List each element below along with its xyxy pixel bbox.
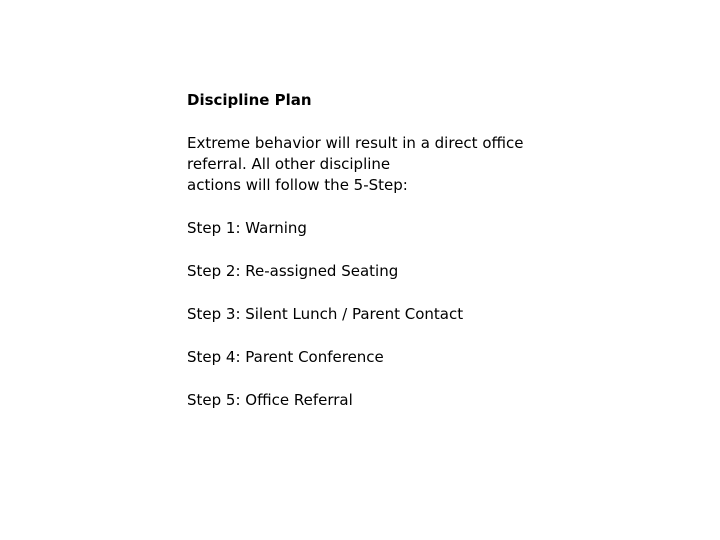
step-5: Step 5: Office Referral xyxy=(187,391,353,409)
step-3: Step 3: Silent Lunch / Parent Contact xyxy=(187,305,464,323)
steps-list xyxy=(187,218,647,411)
step-2: Step 2: Re-assigned Seating xyxy=(187,262,399,280)
step-4: Step 4: Parent Conference xyxy=(187,348,384,366)
intro-line: Extreme behavior will result in a direct office xyxy=(187,134,524,152)
intro-line: actions will follow the 5-Step: xyxy=(187,176,408,194)
step-1: Step 1: Warning xyxy=(187,219,307,237)
intro-paragraph xyxy=(187,133,647,196)
intro-line: referral. All other discipline xyxy=(187,155,391,173)
page-title: Discipline Plan xyxy=(187,91,312,109)
slide-content xyxy=(187,90,647,433)
